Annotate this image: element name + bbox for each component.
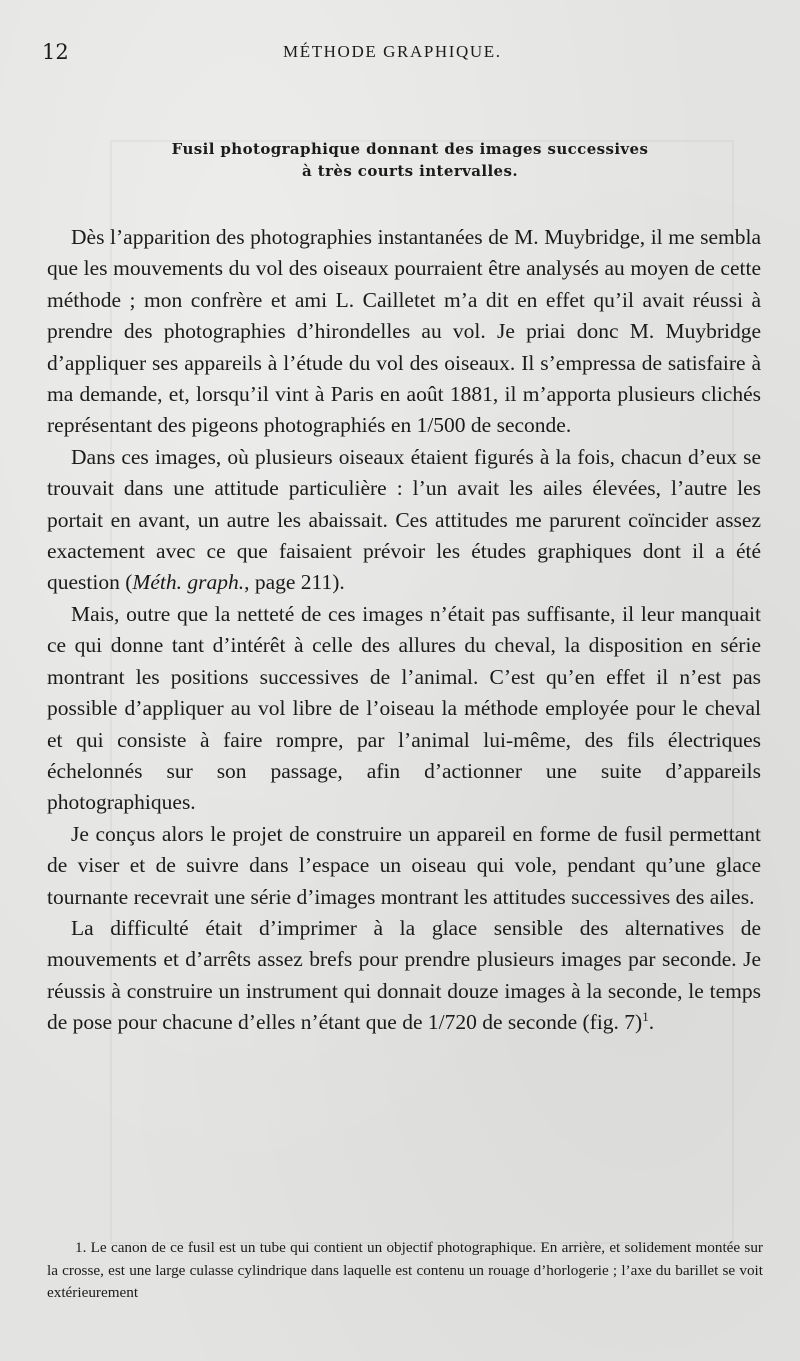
section-heading: [60, 138, 760, 182]
paragraph-2-tail: , page 211).: [244, 570, 345, 595]
citation-italic: Méth. graph.: [132, 570, 245, 595]
running-head: [0, 36, 800, 66]
footnote-reference[interactable]: 1: [642, 1009, 649, 1024]
running-title: MÉTHODE GRAPHIQUE.: [283, 42, 502, 61]
section-heading-line-1: Fusil photographique donnant des images successives: [171, 140, 649, 158]
paragraph-3: Mais, outre que la netteté de ces images n’était pas suffisante, il leur manquait ce qui donne tant d’intérêt à celle des allures du cheval, la disposition en série montrant les positions successives de l’animal. C’est qu’en effet il n’est pas possible d’appliquer au vol libre de l’oiseau la méthode employée pour le cheval et qui consiste à faire rompre, par l’animal lui-même, des fils électriques échelonnés sur son passage, afin d’actionner une suite d’appareils photographiques.: [47, 601, 761, 815]
paragraph-4: Je conçus alors le projet de construire un appareil en forme de fusil permettant de viser et de suivre dans l’espace un oiseau qui vole, pendant qu’une glace tournante recevrait une série d’images montrant les attitudes successives des ailes.: [47, 821, 761, 909]
footnote-1: 1. Le canon de ce fusil est un tube qui contient un objectif photographique. En arrière, et solidement montée sur la crosse, est une large culasse cylindrique dans laquelle est contenu un rouage d’horlogerie ; l’axe du barillet se voit extérieurement: [47, 1239, 763, 1301]
paragraph-2: [47, 442, 761, 599]
body-text: [47, 222, 761, 1039]
paragraph-5-tail: .: [648, 1010, 655, 1035]
paragraph-2-text: Dans ces images, où plusieurs oiseaux étaient figurés à la fois, chacun d’eux se trouvait dans une attitude particulière : l’un avait les ailes élevées, l’autre les portait en avant, un autre les abaissait. Ces attitudes me parurent coïncider assez exactement avec ce que faisaient prévoir les études graphiques dont il a été question (: [47, 444, 761, 595]
page-number: 12: [42, 40, 69, 64]
footnotes: [47, 1237, 763, 1305]
paragraph-5: [47, 913, 761, 1039]
paragraph-1: Dès l’apparition des photographies instantanées de M. Muybridge, il me sembla que les mouvements du vol des oiseaux pourraient être analysés au moyen de cette méthode ; mon confrère et ami L. Cailletet m’a dit en effet qu’il avait réussi à prendre des photographies d’hirondelles au vol. Je priai donc M. Muybridge d’appliquer ses appareils à l’étude du vol des oiseaux. Il s’empressa de satisfaire à ma demande, et, lorsqu’il vint à Paris en août 1881, il m’apporta plusieurs clichés représentant des pigeons photographiés en 1/500 de seconde.: [47, 225, 761, 438]
paragraph-5-text: La difficulté était d’imprimer à la glace sensible des alternatives de mouvements et d’arrêts assez brefs pour prendre plusieurs images par seconde. Je réussis à construire un instrument qui donnait douze images à la seconde, le temps de pose pour chacune d’elles n’étant que de 1/720 de seconde (fig. 7): [47, 915, 761, 1035]
section-heading-line-2: à très courts intervalles.: [302, 162, 518, 180]
